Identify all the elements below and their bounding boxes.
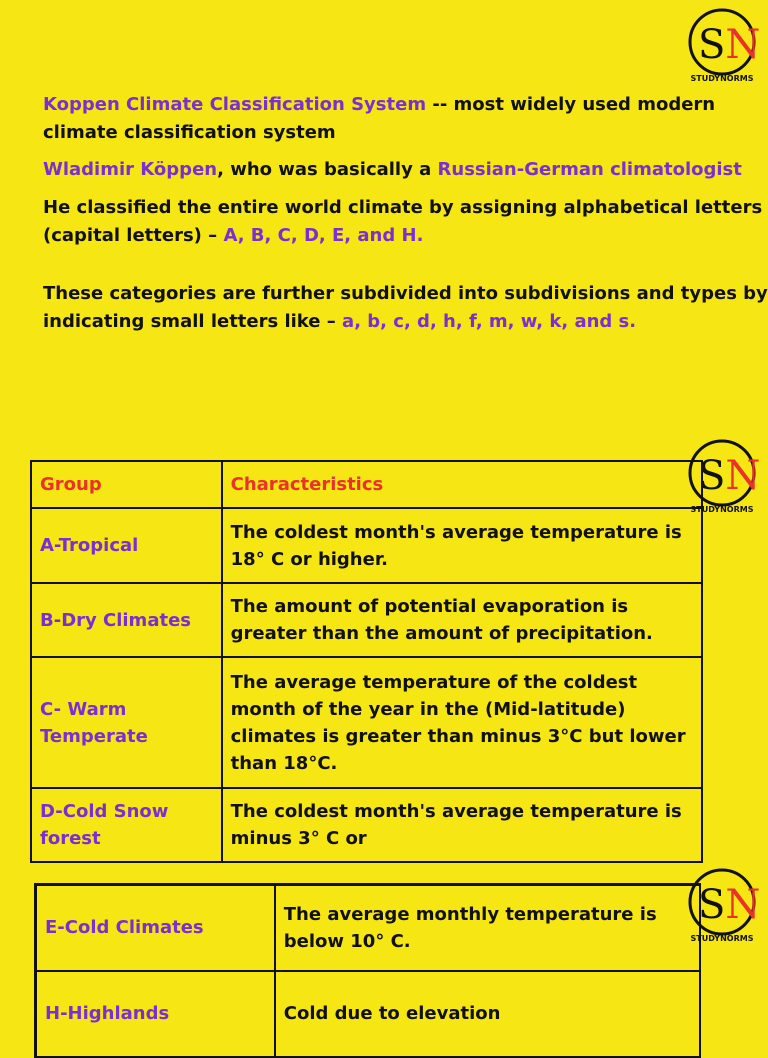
table-row xyxy=(31,508,702,583)
logo-letters: SN xyxy=(698,882,761,928)
group-cell: H-Highlands xyxy=(36,971,275,1057)
intro-capital-letters xyxy=(43,194,768,250)
capital-letters-list: A, B, C, D, E, and H. xyxy=(223,225,424,246)
intro-small-letters xyxy=(43,280,768,336)
characteristics-cell: The amount of potential evaporation is greater than the amount of precipitation. xyxy=(222,583,702,657)
person-name: Wladimir Köppen xyxy=(43,159,218,180)
climate-groups-table-continued xyxy=(34,883,701,1058)
table-row xyxy=(31,657,702,788)
table-row xyxy=(36,971,701,1057)
small-letters-text: These categories are further subdivided into subdivisions and types by indicating small letters like – xyxy=(43,283,768,332)
system-description: -- most widely used modern climate classification system xyxy=(43,94,716,143)
logo-wordmark: STUDYNORMS xyxy=(690,505,754,514)
table-row xyxy=(31,788,702,862)
climate-groups-table xyxy=(30,460,703,863)
system-name: Koppen Climate Classification System xyxy=(43,94,427,115)
table-row xyxy=(36,885,701,971)
intro-koppen-person xyxy=(43,156,768,184)
logo-mark xyxy=(682,6,762,86)
characteristics-cell: Cold due to elevation xyxy=(275,971,700,1057)
group-cell: A-Tropical xyxy=(31,508,222,583)
group-cell: C- Warm Temperate xyxy=(31,657,222,788)
table-header-row xyxy=(31,461,702,508)
characteristics-cell: The average temperature of the coldest month of the year in the (Mid-latitude) climates is greater than minus 3°C but lower than 18°C. xyxy=(222,657,702,788)
logo-wordmark: STUDYNORMS xyxy=(690,74,754,83)
small-letters-list: a, b, c, d, h, f, m, w, k, and s. xyxy=(342,311,637,332)
group-cell: B-Dry Climates xyxy=(31,583,222,657)
group-cell: D-Cold Snow forest xyxy=(31,788,222,862)
characteristics-cell: The average monthly temperature is below 10° C. xyxy=(275,885,700,971)
intro-koppen-system xyxy=(43,91,768,147)
capital-letters-text: He classified the entire world climate by assigning alphabetical letters (capital letters) – xyxy=(43,197,763,246)
studynorms-logo xyxy=(682,6,762,86)
logo-letters: SN xyxy=(698,22,761,68)
table-row xyxy=(31,583,702,657)
characteristics-cell: The coldest month's average temperature is minus 3° C or xyxy=(222,788,702,862)
characteristics-cell: The coldest month's average temperature is 18° C or higher. xyxy=(222,508,702,583)
header-characteristics: Characteristics xyxy=(222,461,702,508)
person-role: Russian-German climatologist xyxy=(437,159,742,180)
person-connector: , who was basically a xyxy=(217,159,438,180)
logo-letters: SN xyxy=(698,453,761,499)
group-cell: E-Cold Climates xyxy=(36,885,275,971)
logo-wordmark: STUDYNORMS xyxy=(690,934,754,943)
header-group: Group xyxy=(31,461,222,508)
